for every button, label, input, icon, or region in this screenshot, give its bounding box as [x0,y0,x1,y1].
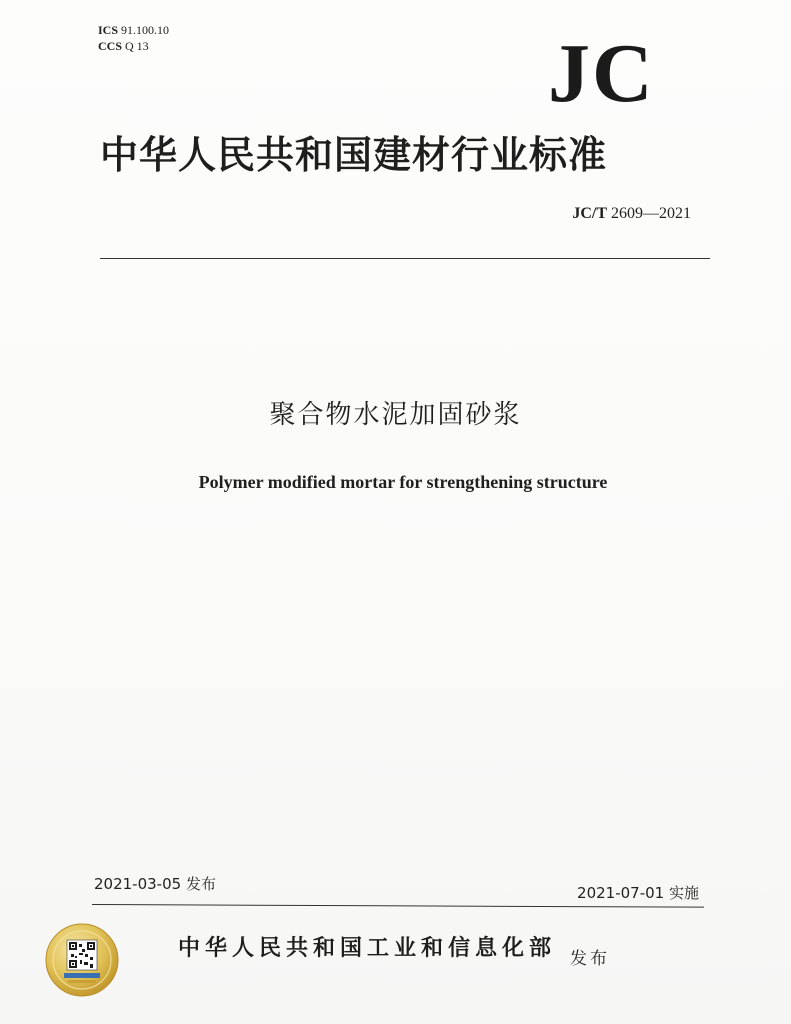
english-title: Polymer modified mortar for strengthening structure [198,472,608,492]
ics-value: 91.100.10 [121,23,170,37]
footer-divider [92,904,704,908]
anti-counterfeit-seal-icon [44,922,120,998]
industry-standard-title: 中华人民共和国建材行业标准 [100,133,608,177]
chinese-title: 聚合物水泥加固砂浆 [269,400,522,430]
header-divider [100,258,710,259]
issue-date: 2021-03-05 发布 [94,875,216,893]
ics-code [98,22,169,38]
ccs-label: CCS [98,39,123,53]
standard-number-value: 2609—2021 [611,205,691,222]
publisher-name: 中华人民共和国工业和信息化部 [178,936,557,961]
classification-codes [98,22,169,54]
publish-label: 发布 [570,949,610,969]
ics-label: ICS [98,23,119,37]
implementation-date: 2021-07-01 实施 [577,884,699,902]
ccs-code [98,38,169,54]
standard-prefix: JC/T [572,205,607,222]
jc-logo: JC [548,27,655,120]
standard-number [572,205,691,223]
ccs-value: Q 13 [125,39,149,53]
